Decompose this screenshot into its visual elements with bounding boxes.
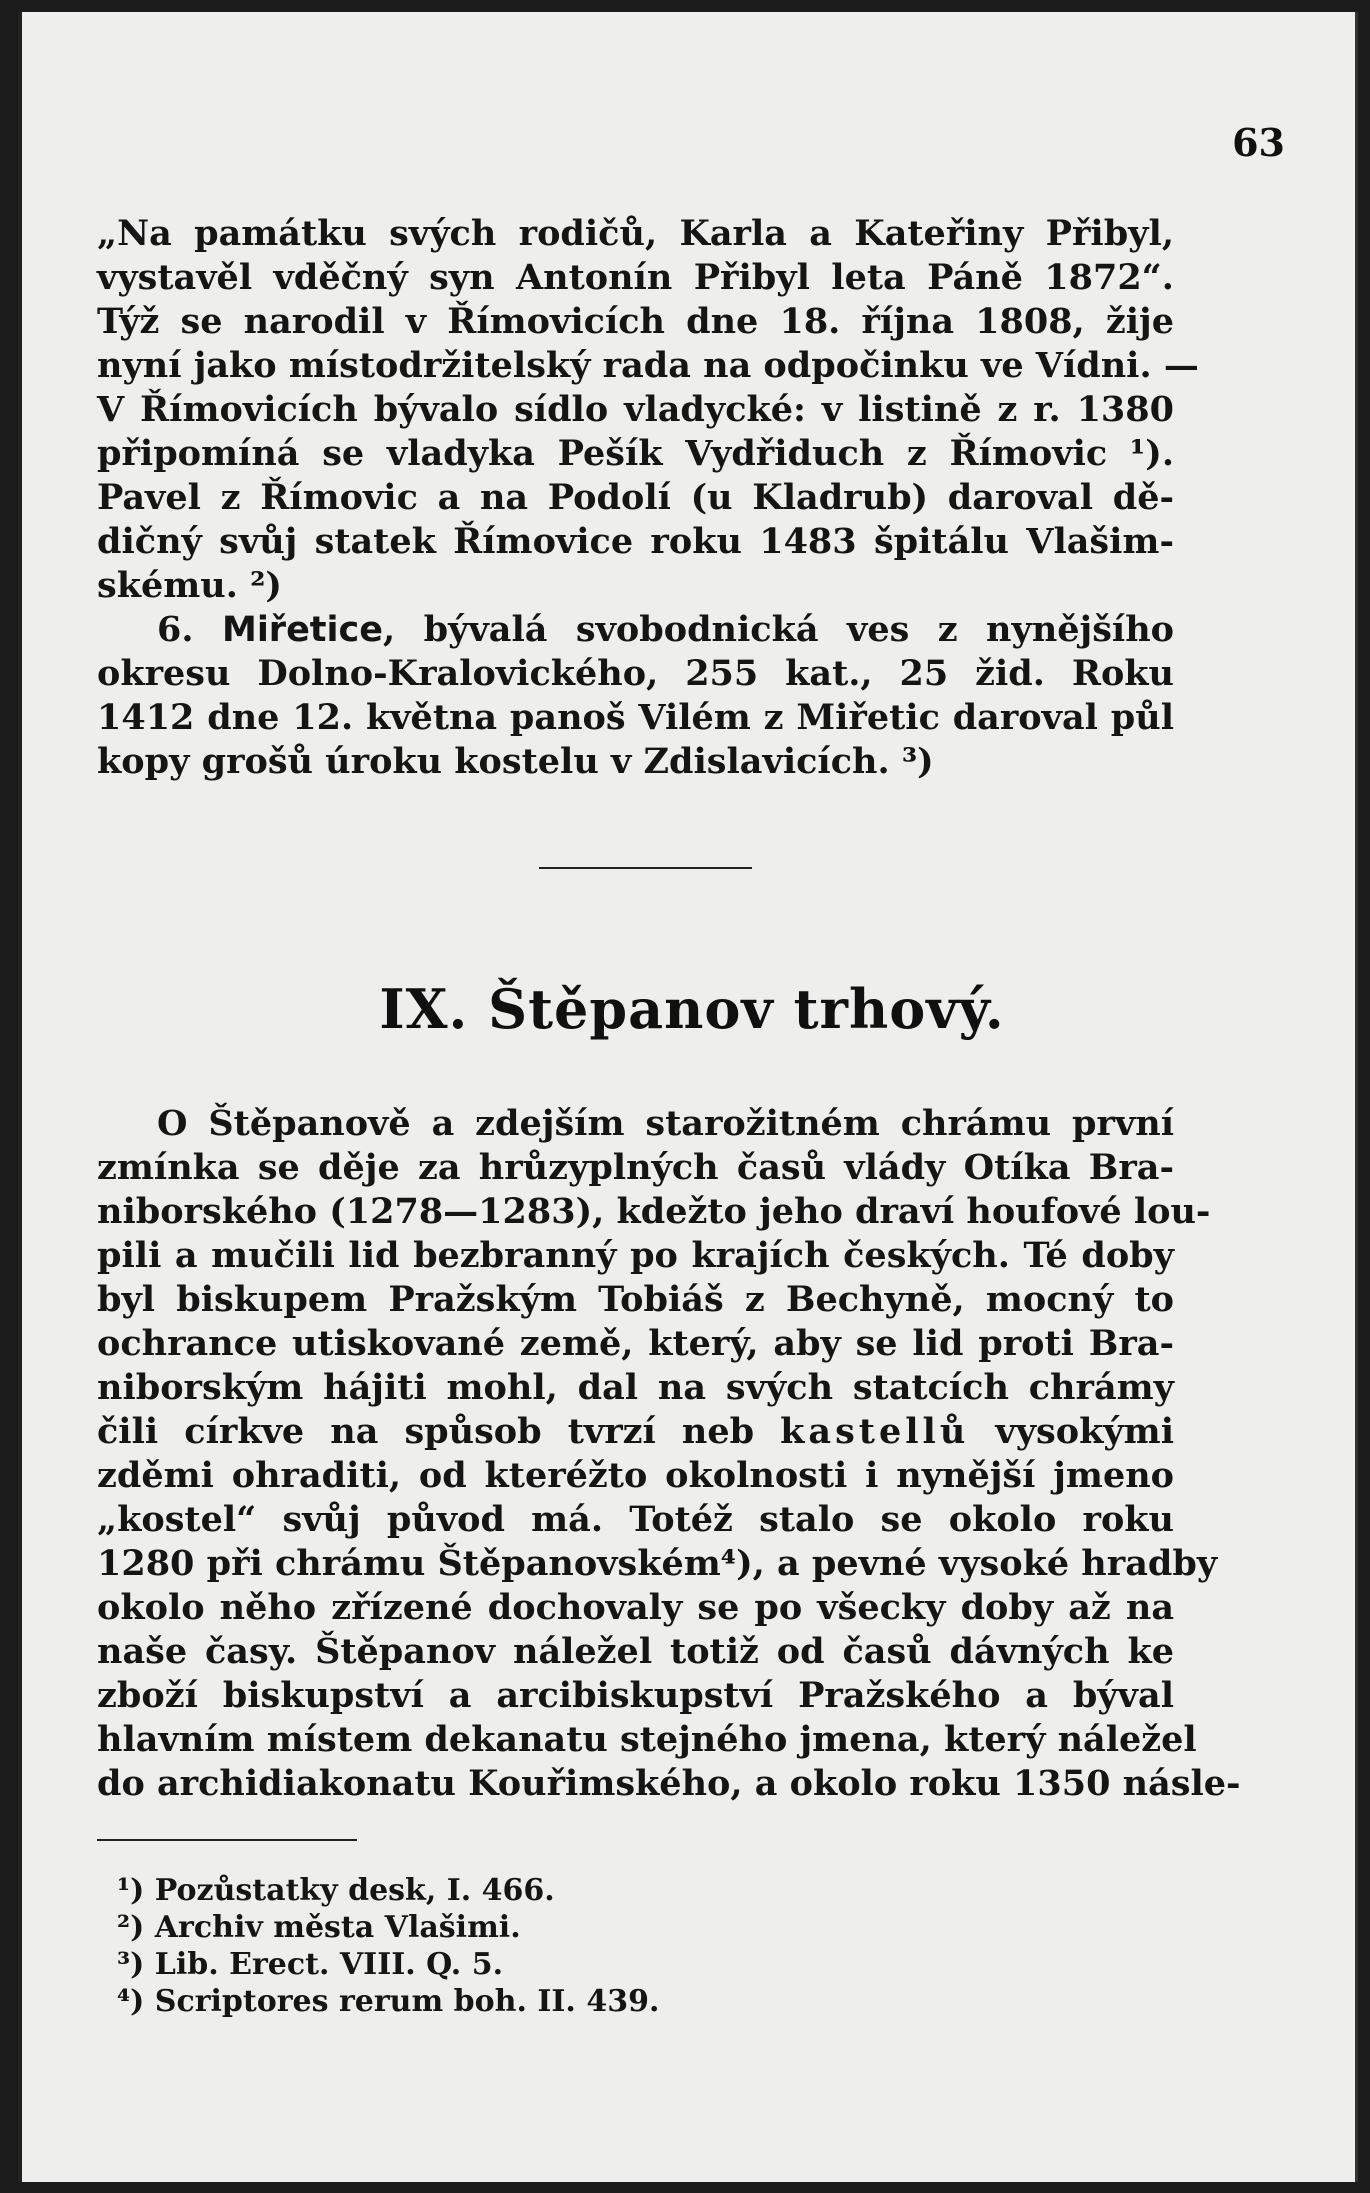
top-paragraph: [97, 212, 1199, 784]
text-line: niborským hájiti mohl, dal na svých statcích chrámy: [97, 1367, 1174, 1408]
text-line: 1280 při chrámu Štěpanovském⁴), a pevné vysoké hradby: [97, 1543, 1218, 1584]
text-line: vystavěl vděčný syn Antonín Přibyl leta Páně 1872“.: [97, 257, 1174, 298]
text-line: pili a mučili lid bezbranný po krajích českých. Té doby: [97, 1235, 1174, 1276]
text-line: V Římovicích bývalo sídlo vladycké: v listině z r. 1380: [97, 389, 1174, 430]
text-line: Pavel z Římovic a na Podolí (u Kladrub) daroval dě-: [97, 477, 1174, 518]
text-line: 1412 dne 12. května panoš Vilém z Miřetic daroval půl: [97, 697, 1174, 738]
line-end: vysokými: [995, 1411, 1175, 1452]
text-line: do archidiakonatu Kouřimského, a okolo roku 1350 násle-: [97, 1763, 1241, 1804]
text-line: zmínka se děje za hrůzyplných časů vlády Otíka Bra-: [97, 1147, 1174, 1188]
line-start: čili církve na spůsob tvrzí neb: [97, 1411, 755, 1452]
text-line: niborského (1278—1283), kdežto jeho draví houfové lou-: [97, 1191, 1211, 1232]
text-line: ochrance utiskované země, který, aby se lid proti Bra-: [97, 1323, 1174, 1364]
item-6-text: , bývalá svobodnická ves z nynějšího: [383, 609, 1174, 650]
text-line: připomíná se vladyka Pešík Vydřiduch z Římovic ¹).: [97, 433, 1174, 474]
text-line: okolo něho zřízené dochovaly se po všecky doby až na: [97, 1587, 1174, 1628]
text-line: nyní jako místodržitelský rada na odpočinku ve Vídni. —: [97, 345, 1199, 386]
chapter-heading: IX. Štěpanov trhový.: [379, 977, 1005, 1041]
footnotes: [117, 1872, 659, 2020]
footnote: ³) Lib. Erect. VIII. Q. 5.: [117, 1947, 504, 1982]
text-line: byl biskupem Pražským Tobiáš z Bechyně, mocný to: [97, 1279, 1174, 1320]
text-line: skému. ²): [97, 565, 282, 606]
text-line: „Na památku svých rodičů, Karla a Kateřiny Přibyl,: [97, 213, 1174, 254]
text-line: kopy grošů úroku kostelu v Zdislavicích. ³): [97, 741, 934, 782]
footnote: ¹) Pozůstatky desk, I. 466.: [117, 1873, 555, 1908]
page-number: 63: [1232, 120, 1285, 165]
book-page: [18, 12, 1358, 2182]
spaced-word: kastellů: [780, 1411, 970, 1452]
text-line: hlavním místem dekanatu stejného jmena, který náležel: [97, 1719, 1197, 1760]
item-6-first-line: [97, 608, 1174, 652]
chapter-paragraph: [97, 1102, 1241, 1806]
text-line: zděmi ohraditi, od kteréžto okolnosti i nynější jmeno: [97, 1455, 1174, 1496]
section-divider: [539, 867, 752, 869]
text-line: „kostel“ svůj původ má. Totéž stalo se okolo roku: [97, 1499, 1174, 1540]
item-number: 6.: [157, 609, 194, 650]
text-line: dičný svůj statek Římovice roku 1483 špitálu Vlašim-: [97, 521, 1174, 562]
text-line: zboží biskupství a arcibiskupství Pražského a býval: [97, 1675, 1174, 1716]
footnote: ⁴) Scriptores rerum boh. II. 439.: [117, 1984, 660, 2019]
text-line-spaced: [97, 1410, 1174, 1454]
footnote: ²) Archiv města Vlašimi.: [117, 1910, 521, 1945]
text-line: Týž se narodil v Římovicích dne 18. října 1808, žije: [97, 301, 1174, 342]
footnote-divider: [97, 1839, 357, 1841]
text-line: naše časy. Štěpanov náležel totiž od časů dávných ke: [97, 1631, 1174, 1672]
text-line: O Štěpanově a zdejším starožitném chrámu první: [157, 1103, 1174, 1144]
text-line: okresu Dolno-Kralovického, 255 kat., 25 žid. Roku: [97, 653, 1174, 694]
place-name: Miřetice: [221, 610, 384, 650]
